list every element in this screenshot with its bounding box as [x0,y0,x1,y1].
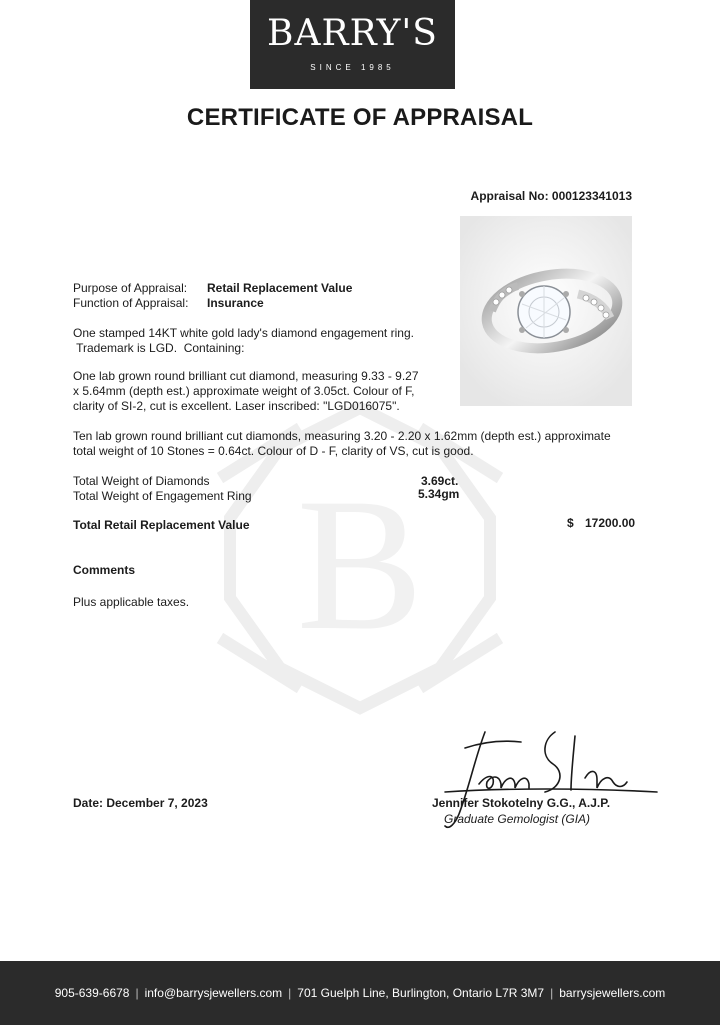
signatory-title: Graduate Gemologist (GIA) [444,812,591,826]
total-retail-value: 17200.00 [585,516,636,530]
footer-contact-bar [0,961,720,1025]
total-diamonds-value: 3.69ct. [421,474,459,488]
total-diamonds-label: Total Weight of Diamonds [73,474,210,488]
footer-divider: | [550,986,554,1000]
side-stones-line-1: Ten lab grown round brilliant cut diamonds, measuring 3.20 - 2.20 x 1.62mm (depth est.) approximate [73,429,611,443]
comments-heading: Comments [73,563,136,577]
appraisal-number-label: Appraisal No: [470,189,549,203]
footer-phone[interactable]: 905-639-6678 [54,986,130,1000]
description-line-2: Trademark is LGD. Containing: [73,341,245,355]
footer-email[interactable]: info@barrysjewellers.com [144,986,283,1000]
appraisal-number [471,189,632,203]
footer-divider: | [135,986,139,1000]
total-retail-label: Total Retail Replacement Value [73,518,250,532]
ring-icon [460,216,632,406]
total-ring-value: 5.34gm [418,487,460,501]
purpose-value: Retail Replacement Value [207,281,353,295]
currency-symbol: $ [567,516,574,530]
brand-name: BARRY'S [267,13,438,54]
brand-logo [250,0,455,89]
comments-text: Plus applicable taxes. [73,595,190,609]
appraisal-date: Date: December 7, 2023 [73,796,208,810]
center-stone-line-2: x 5.64mm (depth est.) approximate weight of 3.05ct. Colour of F, [73,384,415,398]
svg-text:B: B [296,460,424,670]
function-value: Insurance [207,296,264,310]
signatory-name: Jennifer Stokotelny G.G., A.J.P. [432,796,611,810]
function-label: Function of Appraisal: [73,296,189,310]
center-stone-line-1: One lab grown round brilliant cut diamond, measuring 9.33 - 9.27 [73,369,419,383]
footer-website[interactable]: barrysjewellers.com [559,986,666,1000]
appraisal-number-value: 000123341013 [551,189,632,203]
center-stone-line-3: clarity of SI-2, cut is excellent. Laser inscribed: "LGD016075". [73,399,400,413]
footer-address: 701 Guelph Line, Burlington, Ontario L7R 3M7 [297,986,545,1000]
ring-photo [460,216,632,406]
total-ring-label: Total Weight of Engagement Ring [73,489,252,503]
description-line-1: One stamped 14KT white gold lady's diamond engagement ring. [73,326,414,340]
purpose-label: Purpose of Appraisal: [73,281,188,295]
brand-since: SINCE 1985 [310,63,395,72]
side-stones-line-2: total weight of 10 Stones = 0.64ct. Colour of D - F, clarity of VS, cut is good. [73,444,474,458]
document-title: CERTIFICATE OF APPRAISAL [186,104,534,131]
footer-divider: | [288,986,292,1000]
